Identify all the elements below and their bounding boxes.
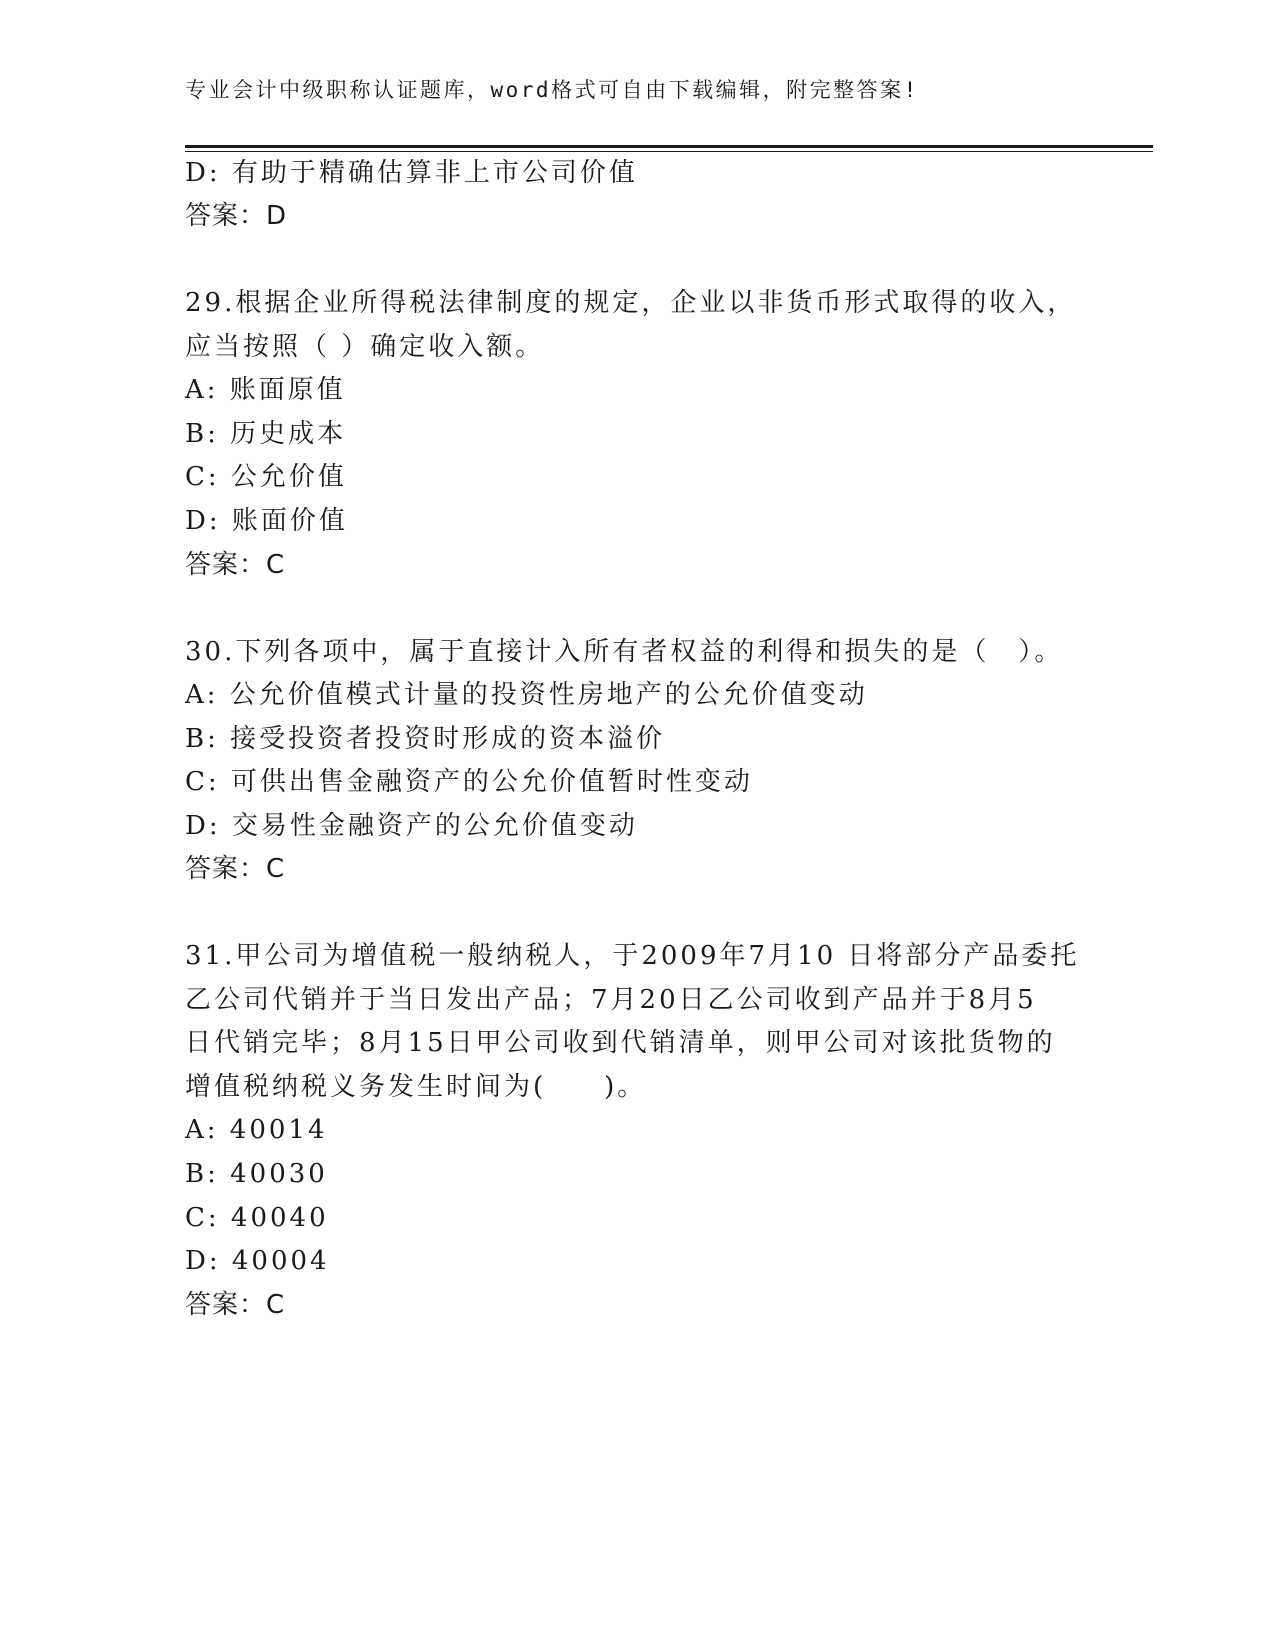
q31-stem-line-2: 乙公司代销并于当日发出产品；7月20日乙公司收到产品并于8月5 xyxy=(185,985,1037,1015)
q29-option-a: A: 账面原值 xyxy=(185,375,346,405)
q30-answer: 答案：C xyxy=(185,854,286,884)
prev-answer: 答案：D xyxy=(185,201,288,231)
q29-option-b: B: 历史成本 xyxy=(185,419,347,449)
page-header: 专业会计中级职称认证题库，word格式可自由下载编辑，附完整答案! xyxy=(185,78,919,102)
prev-option-d: D: 有助于精确估算非上市公司价值 xyxy=(185,158,638,188)
q31-stem-line-4: 增值税纳税义务发生时间为( )。 xyxy=(185,1072,647,1102)
q31-option-d: D: 40004 xyxy=(185,1246,330,1276)
q31-option-a: A: 40014 xyxy=(185,1115,328,1145)
q29-stem-line-1: 29.根据企业所得税法律制度的规定，企业以非货币形式取得的收入， xyxy=(185,288,1077,318)
q31-option-b: B: 40030 xyxy=(185,1159,328,1189)
q29-option-d: D: 账面价值 xyxy=(185,506,348,536)
q30-option-a: A: 公允价值模式计量的投资性房地产的公允价值变动 xyxy=(185,680,868,710)
q30-option-b: B: 接受投资者投资时形成的资本溢价 xyxy=(185,724,666,754)
q30-option-c: C: 可供出售金融资产的公允价值暂时性变动 xyxy=(185,767,753,797)
q29-option-c: C: 公允价值 xyxy=(185,462,347,492)
q31-stem-line-3: 日代销完毕；8月15日甲公司收到代销清单，则甲公司对该批货物的 xyxy=(185,1028,1056,1058)
q29-stem-line-2: 应当按照（ ）确定收入额。 xyxy=(185,332,545,362)
q29-answer: 答案：C xyxy=(185,550,286,580)
q31-answer: 答案：C xyxy=(185,1290,286,1320)
q30-stem-line-1: 30.下列各项中，属于直接计入所有者权益的利得和损失的是（ ）。 xyxy=(185,637,1064,667)
q31-stem-line-1: 31.甲公司为增值税一般纳税人，于2009年7月10 日将部分产品委托 xyxy=(185,941,1080,971)
q30-option-d: D: 交易性金融资产的公允价值变动 xyxy=(185,811,638,841)
q31-option-c: C: 40040 xyxy=(185,1203,329,1233)
header-rule-thin xyxy=(185,151,1153,152)
header-rule-thick xyxy=(185,145,1153,148)
